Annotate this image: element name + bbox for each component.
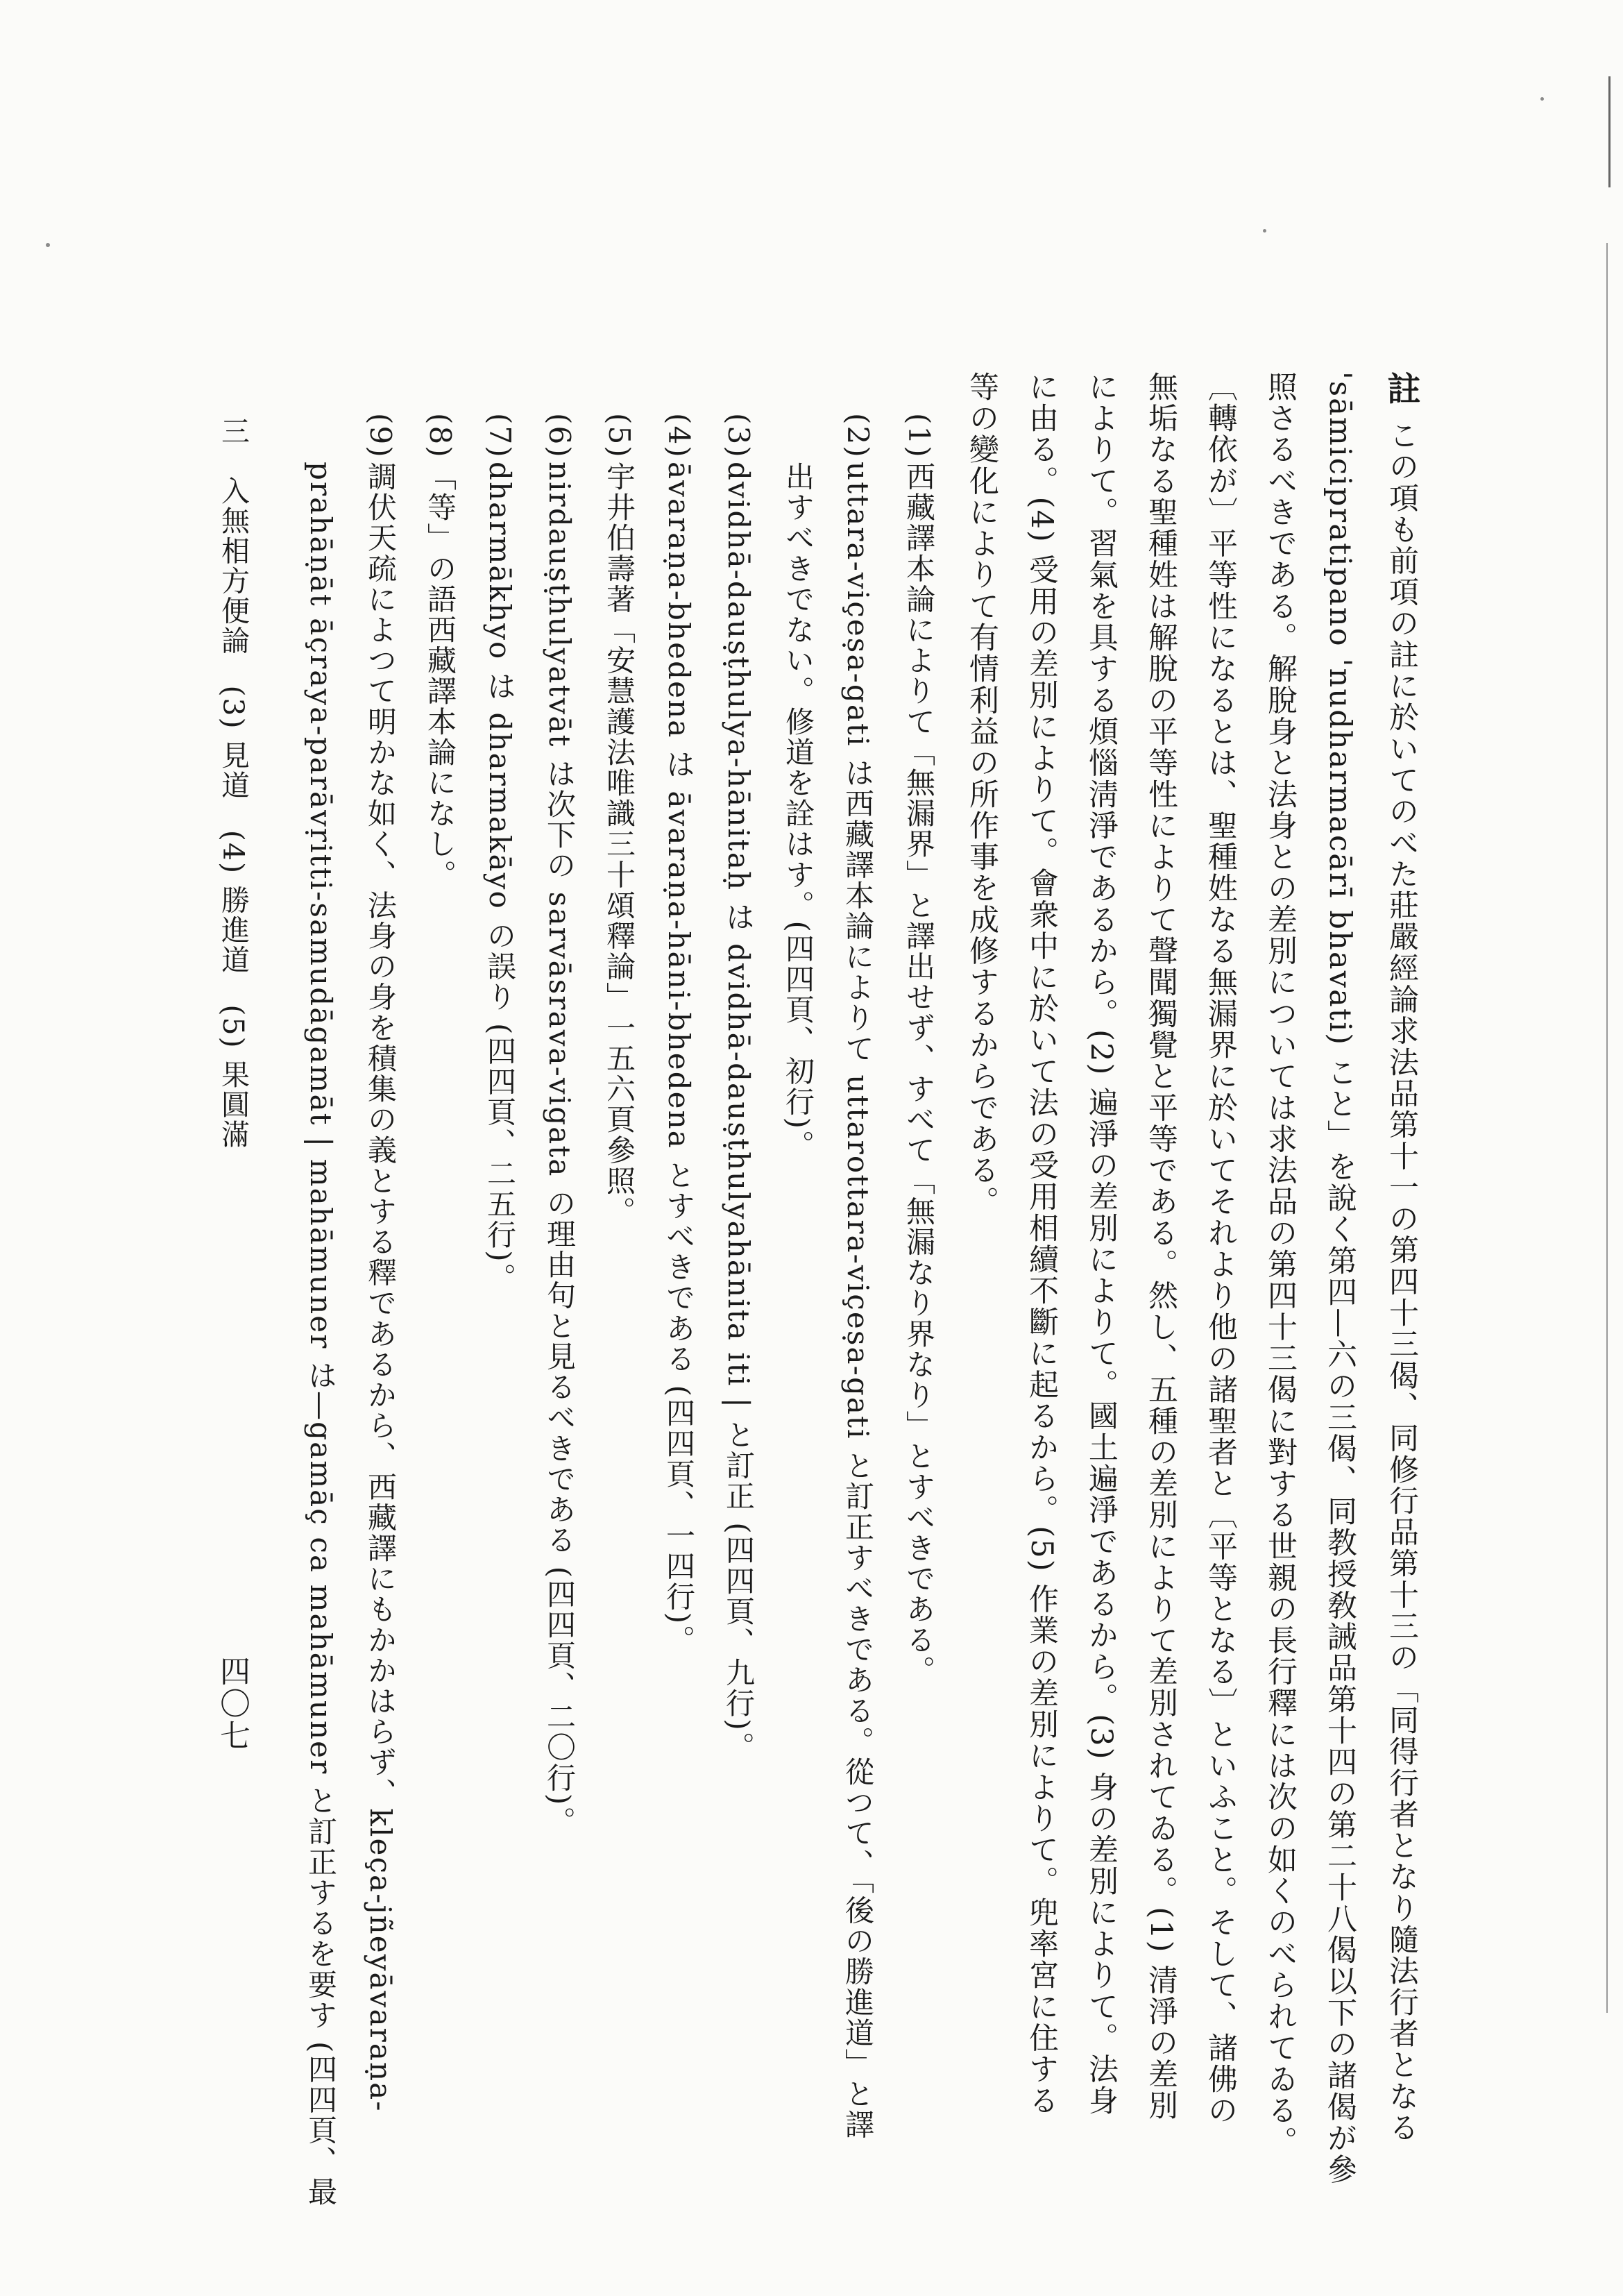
body-column: に由る。(4) 受用の差別によりて。會衆中に於いて法の受用相續不斷に起るから。(5) 作業の差別によりて。兜率宮に住する [1024,371,1059,2117]
note-text: 「等」の語西藏譯本論になし。 [423,462,457,890]
note-text: nirdauṣṭhulyatvāt は次下の sarvāsrava-vigata の理由句と見るべきである (四四頁、二〇行)。 [543,462,577,1837]
note-number: (6) [543,413,577,459]
scan-edge-line [1608,76,1611,187]
body-column: 照さるべきである。解脫身と法身との差別については求法品の第四十三偈に對する世親の長行釋には次の如くのべられてゐる。 [1263,371,1298,2158]
note-text: dharmākhyo は dharmakāyo の誤り (四四頁、二五行)。 [483,462,517,1294]
scan-speck [1540,97,1544,101]
body-column: 等の變化によりて有情利益の所作事を成修するからである。 [965,371,999,1218]
note-number: (8) [423,413,457,459]
note-number: (3) [722,413,756,459]
note-text: 出すべきでない。修道を詮はす。(四四頁、初行)。 [781,462,815,1161]
notes-heading: 註 [1382,371,1420,407]
note-text: 宇井伯壽著「安慧護法唯識三十頌釋論」一五六頁參照。 [602,462,636,1227]
body-column: 〔轉依が〕平等性になるとは、聖種姓なる無漏界に於いてそれより他の諸聖者と〔平等となる〕といふこと。そして、諸佛の [1203,371,1238,2127]
note-text: āvaraṇa-bhedena は āvaraṇa-hāni-bhedena とすべきである (四四頁、一四行)。 [662,462,696,1656]
note-number: (4) [662,413,696,459]
note-text: prahāṇāt āçraya-parāvṛitti-samudāgamāt | mahāmuner は—gamāç ca mahāmuner と訂正するを要す (四四頁、最 [304,462,338,2207]
note-number: (7) [483,413,517,459]
body-column: 'sāmicipratipano 'nudharmacārī bhavati) こと」を說く第四—六の三偈、同教授敎誡品第十四の第二十八偈以下の諸偈が參 [1323,371,1357,2186]
note-text: uttara-viçeṣa-gati は西藏譯本論によりて uttarottara-viçeṣa-gati と訂正すべきである。從つて、「後の勝進道」と譯 [841,462,875,2141]
body-column: 無垢なる聖種姓は解脫の平等性によりて聲聞獨覺と平等である。然し、五種の差別によりて差別されてゐる。(1) 清淨の差別 [1144,371,1178,2122]
scan-edge-line [1606,243,1608,2013]
body-column: この項も前項の註に於いてのべた莊嚴經論求法品第十一の第四十三偈、同修行品第十三の「同得行者となり隨法行者となる [1384,420,1419,2144]
scan-speck [46,243,50,247]
scan-speck [1263,229,1266,233]
note-number: (9) [364,413,398,459]
running-footer: 三 入無相方便論 (3) 見道 (4) 勝進道 (5) 果圓滿 [216,416,250,1149]
note-text: 調伏天疏によつて明かな如く、法身の身を積集の義とする釋であるから、西藏譯にもかかはらず、kleça-jñeyāvaraṇa- [364,462,398,2113]
note-number: (5) [602,413,636,459]
note-text: 西藏譯本論によりて「無漏界」と譯出せず、すべて「無漏なり界なり」とすべきである。 [902,462,936,1686]
body-column: によりて。習氣を具する煩惱淸淨であるから。(2) 遍淨の差別によりて。國土遍淨であるから。(3) 身の差別によりて。法身 [1084,371,1119,2117]
note-number: (2) [841,413,875,459]
note-text: dvidhā-dauṣṭhulya-hānitaḥ は dvidhā-dauṣṭhulyahānita iti | と訂正 (四四頁、九行)。 [722,462,756,1762]
note-number: (1) [902,413,936,459]
page-number: 四〇七 [214,1655,250,1752]
